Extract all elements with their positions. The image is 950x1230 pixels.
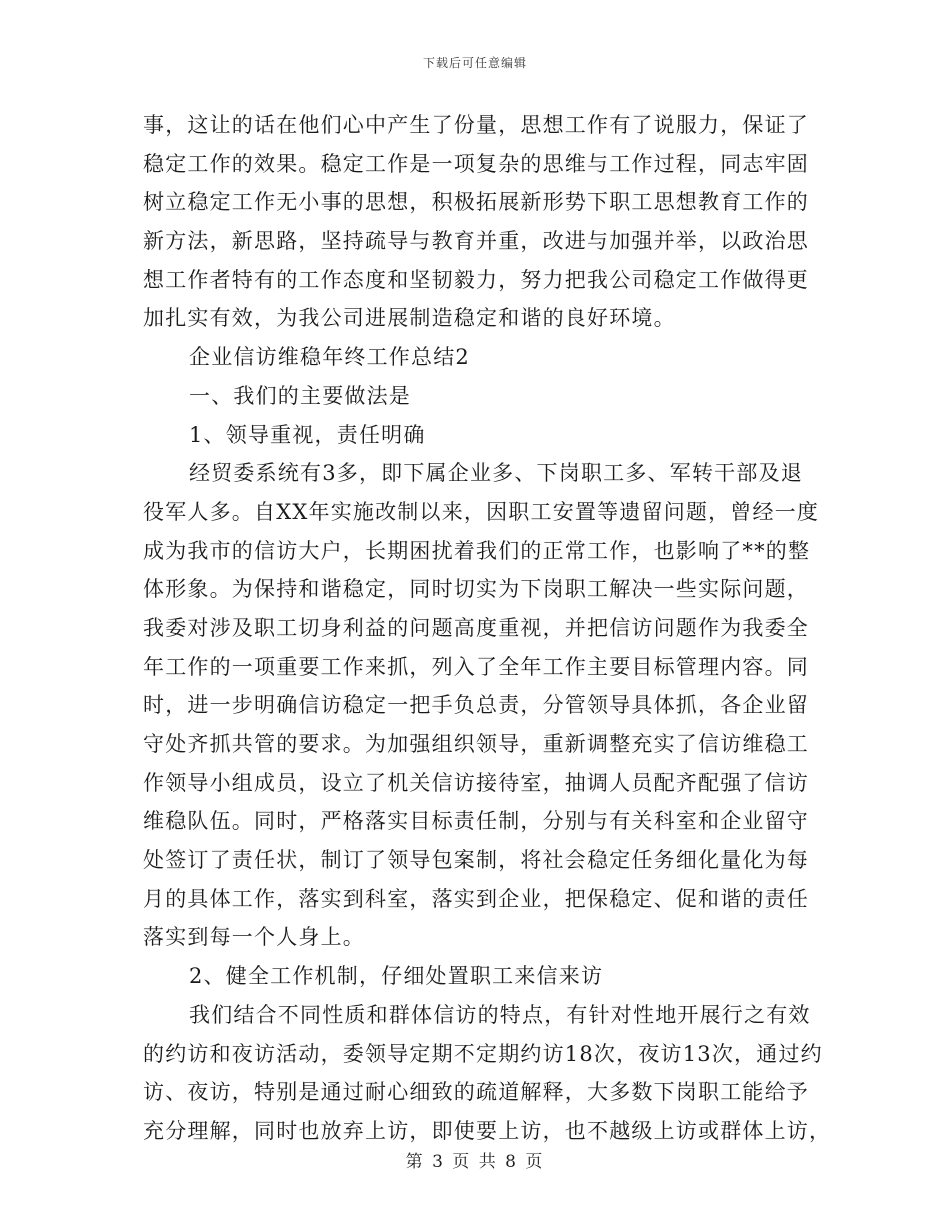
text-line: 我们结合不同性质和群体信访的特点，有针对性地开展行之有效: [189, 1002, 811, 1027]
text-line: 处签订了责任状，制订了领导包案制，将社会稳定任务细化量化为每: [143, 848, 809, 873]
text-line: 落实到每一个人身上。: [143, 925, 365, 950]
text-line: 想工作者特有的工作态度和坚韧毅力，努力把我公司稳定工作做得更: [143, 267, 809, 292]
text-line: 我委对涉及职工切身利益的问题高度重视，并把信访问题作为我委全: [143, 615, 809, 640]
text-line: 维稳队伍。同时，严格落实目标责任制，分别与有关科室和企业留守: [143, 809, 809, 834]
text-line: 加扎实有效，为我公司进展制造稳定和谐的良好环境。: [143, 306, 676, 331]
text-line: 守处齐抓共管的要求。为加强组织领导，重新调整充实了信访维稳工: [143, 732, 809, 756]
text-line: 稳定工作的效果。稳定工作是一项复杂的思维与工作过程，同志牢固: [143, 151, 809, 176]
text-line: 一、我们的主要做法是: [189, 383, 411, 408]
text-line: 月的具体工作，落实到科室，落实到企业，把保稳定、促和谐的责任: [143, 886, 809, 911]
text-line: 作领导小组成员，设立了机关信访接待室，抽调人员配齐配强了信访: [143, 770, 809, 795]
body-text: [143, 106, 832, 1151]
text-line: 役军人多。自XX年实施改制以来，因职工安置等遗留问题，曾经一度: [143, 499, 820, 524]
header-note: 下载后可任意编辑: [422, 56, 527, 70]
text-line: 企业信访维稳年终工作总结2: [189, 345, 470, 370]
text-line: 的约访和夜访活动，委领导定期不定期约访18次，夜访13次，通过约: [143, 1041, 823, 1066]
text-line: 事，这让的话在他们心中产生了份量，思想工作有了说服力，保证了: [143, 113, 809, 137]
text-line: 成为我市的信访大户，长期困扰着我们的正常工作，也影响了**的整: [143, 538, 811, 563]
text-line: 年工作的一项重要工作来抓，列入了全年工作主要目标管理内容。同: [143, 654, 809, 679]
text-line: 时，进一步明确信访稳定一把手负总责，分管领导具体抓，各企业留: [143, 693, 809, 718]
text-line: 新方法，新思路，坚持疏导与教育并重，改进与加强并举，以政治思: [143, 229, 809, 254]
text-line: 2、健全工作机制，仔细处置职工来信来访: [189, 964, 604, 989]
text-line: 体形象。为保持和谐稳定，同时切实为下岗职工解决一些实际问题，: [143, 577, 809, 602]
text-line: 充分理解，同时也放弃上访，即使要上访，也不越级上访或群体上访，: [143, 1118, 832, 1143]
text-line: 经贸委系统有3多，即下属企业多、下岗职工多、军转干部及退: [189, 461, 803, 486]
text-line: 树立稳定工作无小事的思想，积极拓展新形势下职工思想教育工作的: [143, 190, 809, 215]
text-line: 访、夜访，特别是通过耐心细致的疏道解释，大多数下岗职工能给予: [143, 1080, 809, 1105]
page-footer: 第 3 页 共 8 页: [405, 1152, 545, 1172]
text-line: 1、领导重视，责任明确: [189, 422, 426, 447]
